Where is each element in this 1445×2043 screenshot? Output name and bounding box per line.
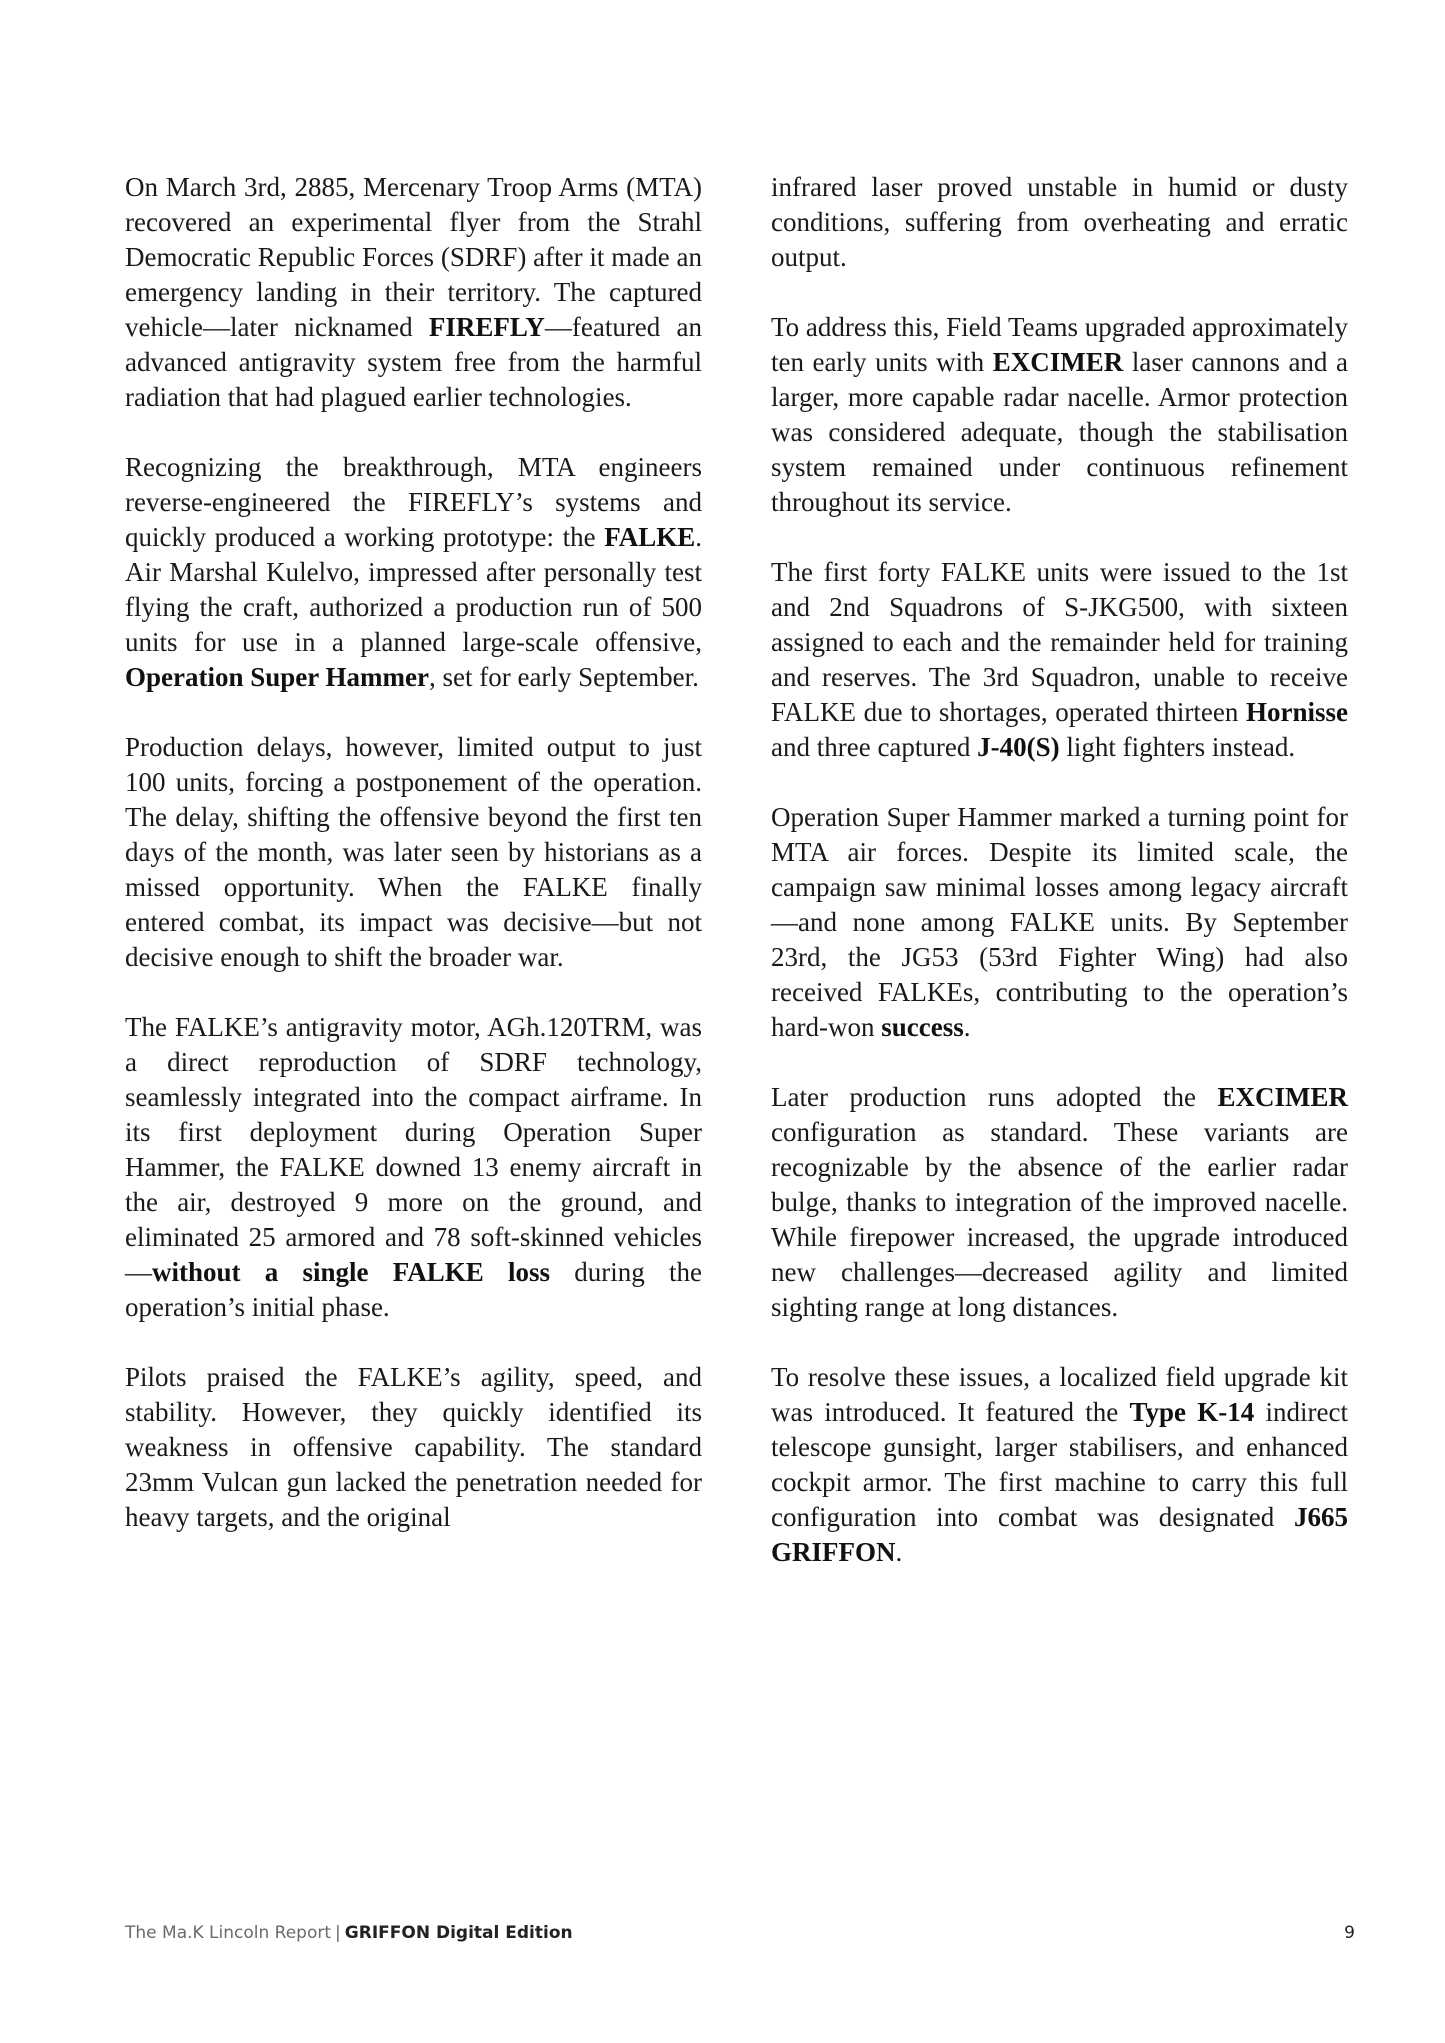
bold-term: Operation Super Hammer — [125, 662, 429, 692]
bold-term: EXCIMER — [992, 347, 1124, 377]
text-run: light fighters instead. — [1059, 732, 1296, 762]
text-run: . — [963, 1012, 971, 1042]
bold-term: EXCIMER — [1217, 1082, 1348, 1112]
text-run: during the operation’s initial phase. — [125, 1257, 702, 1322]
text-run: and three captured — [771, 732, 978, 762]
text-run: Later production runs adopted the — [771, 1082, 1218, 1112]
text-run: Recognizing the breakthrough, MTA engineers reverse-engineered the FIREFLY’s systems and quickly produced a working prototype: the — [125, 452, 702, 552]
bold-term: FIREFLY — [428, 312, 545, 342]
publication-title: The Ma.K Lincoln Report — [125, 1923, 332, 1943]
footer-separator: | — [335, 1923, 341, 1943]
text-run: On March 3rd, 2885, Mercenary Troop Arms (MTA) recovered an experimental flyer from the Strahl Democratic Republic Forces (SDRF) after it made an emergency landing in their territory. The captured vehicle—later nicknamed — [125, 172, 702, 342]
bold-term: Hornisse — [1245, 697, 1348, 727]
text-run: Production delays, however, limited output to just 100 units, forcing a postponement of the operation. The delay, shifting the offensive beyond the first ten days of the month, was later seen by historians as a missed opportunity. When the FALKE finally entered combat, its impact was decisive—but not decisive enough to shift the broader war. — [125, 732, 702, 972]
bold-term: FALKE — [604, 522, 696, 552]
page-footer — [125, 1923, 1355, 1947]
left-column — [125, 170, 702, 1535]
paragraph — [771, 1360, 1348, 1570]
text-run: . Air Marshal Kulelvo, impressed after personally test flying the craft, authorized a production run of 500 units for use in a planned large-scale offensive, — [125, 522, 702, 657]
bold-term: Type K-14 — [1129, 1397, 1255, 1427]
bold-term: J-40(S) — [977, 732, 1060, 762]
text-run: indirect telescope gunsight, larger stabilisers, and enhanced cockpit armor. The first machine to carry this full configuration into combat was designated — [771, 1397, 1349, 1532]
text-run: The first forty FALKE units were issued to the 1st and 2nd Squadrons of S-JKG500, with sixteen assigned to each and the remainder held for training and reserves. The 3rd Squadron, unable to receive FALKE due to shortages, operated thirteen — [771, 557, 1348, 727]
right-column — [771, 170, 1348, 1570]
paragraph — [771, 310, 1348, 520]
paragraph — [125, 1360, 702, 1535]
text-run: Pilots praised the FALKE’s agility, speed, and stability. However, they quickly identified its weakness in offensive capability. The standard 23mm Vulcan gun lacked the penetration needed for heavy targets, and the original — [125, 1362, 702, 1532]
running-footer — [125, 1923, 573, 1943]
text-run: —featured an advanced antigravity system free from the harmful radiation that had plagued earlier technologies. — [125, 312, 703, 412]
page-number: 9 — [1344, 1923, 1355, 1943]
text-run: Operation Super Hammer marked a turning point for MTA air forces. Despite its limited scale, the campaign saw minimal losses among legacy aircraft—and none among FALKE units. By September 23rd, the JG53 (53rd Fighter Wing) had also received FALKEs, contributing to the operation’s hard-won — [771, 802, 1348, 1042]
text-run: To resolve these issues, a localized field upgrade kit was introduced. It featured the — [771, 1362, 1348, 1427]
bold-term: success — [881, 1012, 964, 1042]
bold-term: J665 GRIFFON — [771, 1502, 1348, 1567]
text-run: The FALKE’s antigravity motor, AGh.120TRM, was a direct reproduction of SDRF technology, seamlessly integrated into the compact airframe. In its first deployment during Operation Super Hammer, the FALKE downed 13 enemy aircraft in the air, destroyed 9 more on the ground, and eliminated 25 armored and 78 soft-skinned vehicles— — [125, 1012, 702, 1287]
edition-title: GRIFFON Digital Edition — [344, 1923, 573, 1943]
paragraph — [771, 555, 1348, 765]
paragraph — [771, 800, 1348, 1045]
text-run: configuration as standard. These variants are recognizable by the absence of the earlier radar bulge, thanks to integration of the improved nacelle. While firepower increased, the upgrade introduced new challenges—decreased agility and limited sighting range at long distances. — [771, 1117, 1348, 1322]
paragraph — [771, 1080, 1348, 1325]
paragraph — [125, 730, 702, 975]
text-run: , set for early September. — [428, 662, 699, 692]
text-run: To address this, Field Teams upgraded approximately ten early units with — [771, 312, 1348, 377]
text-run: . — [895, 1537, 903, 1567]
text-run: infrared laser proved unstable in humid or dusty conditions, suffering from overheating and erratic output. — [771, 172, 1348, 272]
paragraph — [125, 1010, 702, 1325]
bold-term: without a single FALKE loss — [152, 1257, 551, 1287]
paragraph — [125, 170, 702, 415]
paragraph — [771, 170, 1348, 275]
text-run: laser cannons and a larger, more capable radar nacelle. Armor protection was considered adequate, though the stabilisation system remained under continuous refinement throughout its service. — [771, 347, 1348, 517]
paragraph — [125, 450, 702, 695]
